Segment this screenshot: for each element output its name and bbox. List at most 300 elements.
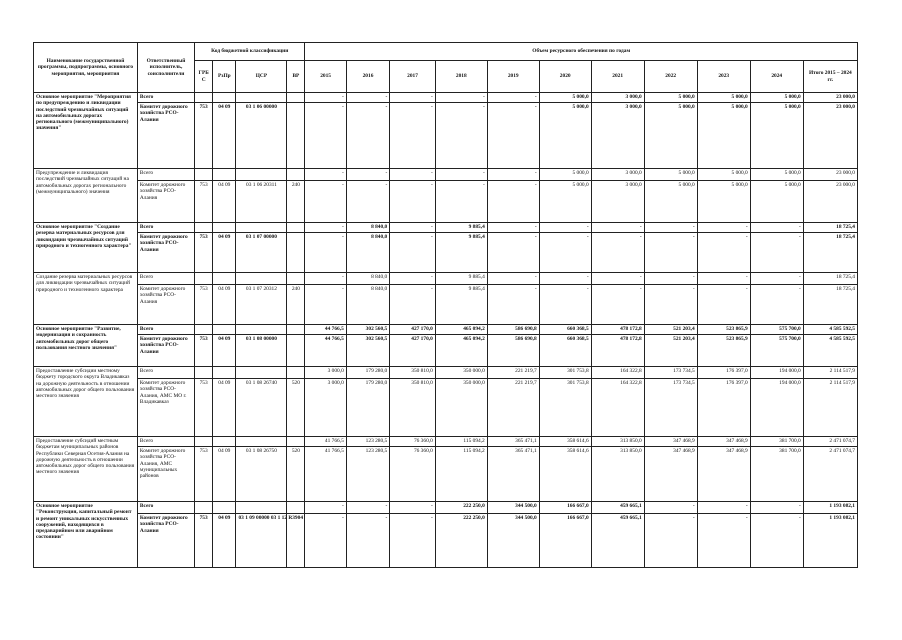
value-cell: 575 700,0 (750, 335, 803, 367)
header-year: 2020 (539, 61, 591, 93)
value-cell: 427 170,0 (390, 325, 436, 335)
value-cell: 523 865,9 (697, 335, 750, 367)
responsible-cell: Всего (137, 502, 194, 514)
item-name: Основное мероприятие "Реконструкция, капитальный ремонт и ремонт уникальных искусственных сооружений, находящихся в предаварийном или аварийном состоянии" (34, 502, 138, 568)
header-year: 2021 (591, 61, 644, 93)
table-row (34, 447, 858, 502)
rzpr-cell (213, 169, 236, 181)
value-cell: - (390, 93, 436, 103)
rzpr-cell: 04 09 (213, 181, 236, 223)
value-cell: 9 885,4 (435, 285, 487, 325)
vr-cell: 520 (287, 379, 305, 437)
value-cell: 164 322,8 (591, 379, 644, 437)
header-year: 2015 (305, 61, 346, 93)
value-cell: 358 614,6 (539, 447, 591, 502)
value-cell: 8 840,0 (346, 285, 389, 325)
vr-cell: 240 (287, 181, 305, 223)
rzpr-cell (213, 93, 236, 103)
value-cell: - (487, 273, 539, 285)
value-cell: - (697, 502, 750, 514)
value-cell: 521 203,4 (644, 335, 697, 367)
value-cell: - (487, 223, 539, 233)
value-cell: 5 000,0 (750, 93, 803, 103)
value-cell: 41 766,5 (305, 447, 346, 502)
value-cell: 660 368,5 (539, 335, 591, 367)
item-name: Создание резерва материальных ресурсов для ликвидации чрезвычайных ситуаций природного и техногенного характера (34, 273, 138, 325)
rzpr-cell: 04 09 (213, 379, 236, 437)
csr-cell (236, 169, 287, 181)
value-cell: 76 360,0 (390, 437, 436, 447)
value-cell: 8 840,0 (346, 233, 389, 273)
value-cell: - (305, 169, 346, 181)
value-cell: - (750, 514, 803, 568)
vr-cell: 520 (287, 447, 305, 502)
value-cell: 313 850,0 (591, 437, 644, 447)
value-cell: 5 000,0 (697, 181, 750, 223)
value-cell: - (591, 273, 644, 285)
value-cell: 222 250,0 (435, 514, 487, 568)
value-cell: 5 000,0 (750, 103, 803, 169)
value-cell: 194 000,0 (750, 367, 803, 379)
value-cell: 358 614,6 (539, 437, 591, 447)
value-cell: - (644, 233, 697, 273)
value-cell: 427 170,0 (390, 335, 436, 367)
header-year: 2024 (750, 61, 803, 93)
value-cell: 4 585 592,5 (803, 325, 857, 335)
value-cell: 365 471,1 (487, 447, 539, 502)
csr-cell: 03 1 08 26740 (236, 379, 287, 437)
value-cell: - (750, 223, 803, 233)
grbs-cell: 753 (195, 514, 213, 568)
value-cell: - (697, 223, 750, 233)
header-year: 2019 (487, 61, 539, 93)
responsible-cell: Всего (137, 93, 194, 103)
header-code-group: Код бюджетной классификации (195, 43, 305, 61)
value-cell: - (539, 223, 591, 233)
value-cell: - (539, 233, 591, 273)
rzpr-cell: 04 09 (213, 285, 236, 325)
value-cell: 1 193 082,1 (803, 514, 857, 568)
value-cell: - (346, 502, 389, 514)
header-year: 2017 (390, 61, 436, 93)
grbs-cell (195, 273, 213, 285)
value-cell: - (644, 514, 697, 568)
grbs-cell (195, 367, 213, 379)
table-row (34, 335, 858, 367)
table-row (34, 514, 858, 568)
value-cell: - (346, 93, 389, 103)
value-cell: - (305, 103, 346, 169)
csr-cell (236, 367, 287, 379)
value-cell: - (346, 514, 389, 568)
csr-cell (236, 273, 287, 285)
rzpr-cell (213, 223, 236, 233)
value-cell: - (591, 285, 644, 325)
value-cell: - (644, 223, 697, 233)
value-cell: - (644, 285, 697, 325)
value-cell: 44 766,5 (305, 325, 346, 335)
table-row (34, 437, 858, 447)
responsible-cell: Всего (137, 437, 194, 447)
grbs-cell: 753 (195, 379, 213, 437)
value-cell: 350 000,0 (435, 367, 487, 379)
value-cell: 9 885,4 (435, 233, 487, 273)
responsible-cell: Всего (137, 273, 194, 285)
value-cell: 173 734,5 (644, 379, 697, 437)
value-cell: 166 667,0 (539, 502, 591, 514)
value-cell: 5 000,0 (539, 93, 591, 103)
vr-cell (287, 514, 305, 568)
value-cell: 18 725,4 (803, 233, 857, 273)
header-year: 2018 (435, 61, 487, 93)
value-cell: 5 000,0 (644, 181, 697, 223)
grbs-cell: 753 (195, 103, 213, 169)
csr-cell (236, 93, 287, 103)
value-cell: 176 397,0 (697, 367, 750, 379)
vr-cell (287, 335, 305, 367)
value-cell: - (305, 93, 346, 103)
value-cell: 76 360,0 (390, 447, 436, 502)
value-cell: 301 753,8 (539, 367, 591, 379)
value-cell: 478 172,8 (591, 335, 644, 367)
value-cell: 344 500,0 (487, 514, 539, 568)
value-cell: 5 000,0 (644, 169, 697, 181)
value-cell: - (697, 273, 750, 285)
value-cell: - (539, 273, 591, 285)
header-responsible: Ответственный исполнитель, соисполнители (137, 43, 194, 93)
value-cell: 2 471 074,7 (803, 437, 857, 447)
grbs-cell (195, 169, 213, 181)
value-cell: 660 368,5 (539, 325, 591, 335)
header-csr: ЦСР (236, 61, 287, 93)
value-cell: - (539, 285, 591, 325)
grbs-cell: 753 (195, 233, 213, 273)
value-cell: - (305, 514, 346, 568)
csr-cell: 03 1 06 20311 (236, 181, 287, 223)
table-row (34, 93, 858, 103)
value-cell: - (305, 233, 346, 273)
grbs-cell: 753 (195, 181, 213, 223)
value-cell: - (305, 223, 346, 233)
value-cell: 347 468,9 (644, 447, 697, 502)
grbs-cell (195, 223, 213, 233)
csr-cell: 03 1 07 00000 (236, 233, 287, 273)
vr-cell (287, 103, 305, 169)
vr-cell (287, 502, 305, 514)
value-cell: - (644, 273, 697, 285)
value-cell: - (435, 181, 487, 223)
item-name: Предоставление субсидий местным бюджетам муниципальных районов Республики Северная Осетия-Алания на дорожную деятельность в отношении автомобильных дорог общего пользования местного значения (34, 437, 138, 502)
value-cell: 350 810,0 (390, 379, 436, 437)
value-cell: 586 690,8 (487, 325, 539, 335)
value-cell: 5 000,0 (539, 169, 591, 181)
value-cell: 123 280,5 (346, 447, 389, 502)
vr-cell (287, 273, 305, 285)
rzpr-cell: 04 09 (213, 335, 236, 367)
value-cell: 123 280,5 (346, 437, 389, 447)
value-cell: 164 322,8 (591, 367, 644, 379)
value-cell: 44 766,5 (305, 335, 346, 367)
value-cell: - (591, 233, 644, 273)
value-cell: - (390, 233, 436, 273)
value-cell: - (305, 273, 346, 285)
item-name: Основное мероприятие "Развитие, модернизация и сохранность автомобильных дорог общего пользования местного значения" (34, 325, 138, 367)
value-cell: 5 000,0 (539, 103, 591, 169)
responsible-cell: Всего (137, 367, 194, 379)
value-cell: 347 468,9 (644, 437, 697, 447)
value-cell: 18 725,4 (803, 273, 857, 285)
value-cell: - (390, 169, 436, 181)
value-cell: - (390, 514, 436, 568)
value-cell: - (750, 502, 803, 514)
csr-cell: 03 1 09 00000 03 1 12 R3904 (236, 514, 287, 568)
rzpr-cell (213, 367, 236, 379)
table-row (34, 379, 858, 437)
value-cell: 23 000,0 (803, 103, 857, 169)
value-cell: 23 000,0 (803, 181, 857, 223)
vr-cell (287, 233, 305, 273)
value-cell: 8 840,0 (346, 223, 389, 233)
value-cell: 302 560,5 (346, 335, 389, 367)
responsible-cell: Комитет дорожного хозяйства РСО-Алания, АМС МО г. Владикавказ (137, 379, 194, 437)
vr-cell (287, 169, 305, 181)
item-name: Предупреждение и ликвидация последствий чрезвычайных ситуаций на автомобильных дорогах регионального (межмуниципального) значения (34, 169, 138, 223)
value-cell: 222 250,0 (435, 502, 487, 514)
value-cell: - (305, 285, 346, 325)
csr-cell (236, 437, 287, 447)
value-cell: 23 000,0 (803, 169, 857, 181)
vr-cell (287, 93, 305, 103)
value-cell: 179 280,0 (346, 379, 389, 437)
value-cell: 5 000,0 (644, 103, 697, 169)
table-row (34, 223, 858, 233)
value-cell: 2 114 517,9 (803, 367, 857, 379)
responsible-cell: Комитет дорожного хозяйства РСО-Алания (137, 233, 194, 273)
value-cell: - (644, 502, 697, 514)
vr-cell: 240 (287, 285, 305, 325)
rzpr-cell: 04 09 (213, 103, 236, 169)
value-cell: 1 193 082,1 (803, 502, 857, 514)
table-row (34, 273, 858, 285)
value-cell: - (750, 273, 803, 285)
item-name: Основное мероприятие "Мероприятия по предупреждению и ликвидации последствий чрезвычайных ситуаций на автомобильных дорогах регионального (межмуниципального) значения" (34, 93, 138, 169)
responsible-cell: Комитет дорожного хозяйства РСО-Алания (137, 181, 194, 223)
responsible-cell: Комитет дорожного хозяйства РСО-Алания, АМС муниципальных районов (137, 447, 194, 502)
value-cell: 3 000,0 (591, 103, 644, 169)
value-cell: - (487, 285, 539, 325)
value-cell: 3 000,0 (591, 169, 644, 181)
rzpr-cell (213, 325, 236, 335)
item-name: Предоставление субсидии местному бюджету городского округа Владикавказ на дорожную деятельность в отношении автомобильных дорог общего пользования местного значения (34, 367, 138, 437)
table-row (34, 181, 858, 223)
item-name: Основное мероприятие "Создание резерва материальных ресурсов для ликвидации чрезвычайных ситуаций природного и техногенного характера" (34, 223, 138, 273)
value-cell: 5 000,0 (697, 169, 750, 181)
responsible-cell: Комитет дорожного хозяйства РСО-Алания (137, 285, 194, 325)
value-cell: 465 094,2 (435, 335, 487, 367)
header-grbs: ГРБС (195, 61, 213, 93)
value-cell: - (487, 181, 539, 223)
value-cell: - (435, 169, 487, 181)
value-cell: 5 000,0 (697, 93, 750, 103)
budget-table (33, 42, 858, 568)
value-cell: - (346, 181, 389, 223)
rzpr-cell: 04 09 (213, 233, 236, 273)
table-row (34, 367, 858, 379)
grbs-cell: 753 (195, 447, 213, 502)
grbs-cell: 753 (195, 285, 213, 325)
value-cell: 18 725,4 (803, 285, 857, 325)
value-cell: - (390, 285, 436, 325)
value-cell: - (346, 169, 389, 181)
value-cell: 115 094,2 (435, 447, 487, 502)
header-year: 2016 (346, 61, 389, 93)
value-cell: - (390, 273, 436, 285)
value-cell: 5 000,0 (750, 169, 803, 181)
value-cell: 4 585 592,5 (803, 335, 857, 367)
vr-cell (287, 223, 305, 233)
grbs-cell (195, 502, 213, 514)
value-cell: - (697, 514, 750, 568)
grbs-cell (195, 437, 213, 447)
header-name: Наименование государственной программы, подпрограммы, основного мероприятия, мероприятия (34, 43, 138, 93)
value-cell: 350 810,0 (390, 367, 436, 379)
value-cell: 8 840,0 (346, 273, 389, 285)
value-cell: - (390, 223, 436, 233)
value-cell: 2 114 517,9 (803, 379, 857, 437)
value-cell: - (390, 502, 436, 514)
table-row (34, 103, 858, 169)
responsible-cell: Комитет дорожного хозяйства РСО-Алания (137, 335, 194, 367)
value-cell: 3 000,0 (305, 367, 346, 379)
table-row (34, 502, 858, 514)
value-cell: 365 471,1 (487, 437, 539, 447)
csr-cell (236, 325, 287, 335)
responsible-cell: Комитет дорожного хозяйства РСО-Алания (137, 103, 194, 169)
value-cell: 5 000,0 (539, 181, 591, 223)
value-cell: 3 000,0 (305, 379, 346, 437)
value-cell: 350 000,0 (435, 379, 487, 437)
rzpr-cell (213, 502, 236, 514)
value-cell: 173 734,5 (644, 367, 697, 379)
value-cell: 344 500,0 (487, 502, 539, 514)
value-cell: - (487, 233, 539, 273)
value-cell: 18 725,4 (803, 223, 857, 233)
header-year: 2023 (697, 61, 750, 93)
grbs-cell (195, 93, 213, 103)
value-cell: 575 700,0 (750, 325, 803, 335)
rzpr-cell (213, 437, 236, 447)
value-cell: 347 468,9 (697, 447, 750, 502)
value-cell: 2 471 074,7 (803, 447, 857, 502)
value-cell: 221 219,7 (487, 367, 539, 379)
value-cell: - (487, 103, 539, 169)
header-vr: ВР (287, 61, 305, 93)
value-cell: 5 000,0 (697, 103, 750, 169)
value-cell: 347 468,9 (697, 437, 750, 447)
csr-cell: 03 1 08 26750 (236, 447, 287, 502)
value-cell: 313 850,0 (591, 447, 644, 502)
value-cell: 115 094,2 (435, 437, 487, 447)
value-cell: - (697, 285, 750, 325)
value-cell: - (305, 502, 346, 514)
responsible-cell: Всего (137, 169, 194, 181)
table-row (34, 325, 858, 335)
value-cell: 179 280,0 (346, 367, 389, 379)
value-cell: - (697, 233, 750, 273)
value-cell: 459 665,1 (591, 502, 644, 514)
table-row (34, 285, 858, 325)
value-cell: 459 665,1 (591, 514, 644, 568)
value-cell: - (435, 93, 487, 103)
responsible-cell: Комитет дорожного хозяйства РСО-Алания (137, 514, 194, 568)
value-cell: 166 667,0 (539, 514, 591, 568)
rzpr-cell (213, 273, 236, 285)
header-volume-group: Объем ресурсного обеспечения по годам (305, 43, 858, 61)
csr-cell (236, 502, 287, 514)
rzpr-cell: 04 09 (213, 514, 236, 568)
value-cell: 9 885,4 (435, 273, 487, 285)
value-cell: 3 000,0 (591, 181, 644, 223)
value-cell: 5 000,0 (750, 181, 803, 223)
value-cell: 194 000,0 (750, 379, 803, 437)
value-cell: 465 094,2 (435, 325, 487, 335)
value-cell: - (750, 285, 803, 325)
value-cell: 176 397,0 (697, 379, 750, 437)
value-cell: 221 219,7 (487, 379, 539, 437)
value-cell: 302 560,5 (346, 325, 389, 335)
header-rzpr: РзПр (213, 61, 236, 93)
value-cell: 523 865,9 (697, 325, 750, 335)
responsible-cell: Всего (137, 223, 194, 233)
value-cell: 5 000,0 (644, 93, 697, 103)
value-cell: 381 700,0 (750, 447, 803, 502)
responsible-cell: Всего (137, 325, 194, 335)
header-year: 2022 (644, 61, 697, 93)
value-cell: - (390, 181, 436, 223)
value-cell: - (487, 169, 539, 181)
vr-cell (287, 325, 305, 335)
value-cell: - (346, 103, 389, 169)
value-cell: - (435, 103, 487, 169)
value-cell: 381 700,0 (750, 437, 803, 447)
value-cell: 41 766,5 (305, 437, 346, 447)
value-cell: - (750, 233, 803, 273)
value-cell: 9 885,4 (435, 223, 487, 233)
vr-cell (287, 367, 305, 379)
value-cell: - (305, 181, 346, 223)
value-cell: 3 000,0 (591, 93, 644, 103)
csr-cell: 03 1 07 20312 (236, 285, 287, 325)
value-cell: 586 690,8 (487, 335, 539, 367)
vr-cell (287, 437, 305, 447)
value-cell: 301 753,8 (539, 379, 591, 437)
csr-cell (236, 223, 287, 233)
value-cell: 521 203,4 (644, 325, 697, 335)
grbs-cell: 753 (195, 335, 213, 367)
value-cell: - (591, 223, 644, 233)
grbs-cell (195, 325, 213, 335)
rzpr-cell: 04 09 (213, 447, 236, 502)
header-year: Итого 2015 – 2024 гг. (803, 61, 857, 93)
table-row (34, 169, 858, 181)
csr-cell: 03 1 08 00000 (236, 335, 287, 367)
csr-cell: 03 1 06 00000 (236, 103, 287, 169)
value-cell: 478 172,8 (591, 325, 644, 335)
value-cell: 23 000,0 (803, 93, 857, 103)
value-cell: - (487, 93, 539, 103)
value-cell: - (390, 103, 436, 169)
table-row (34, 233, 858, 273)
